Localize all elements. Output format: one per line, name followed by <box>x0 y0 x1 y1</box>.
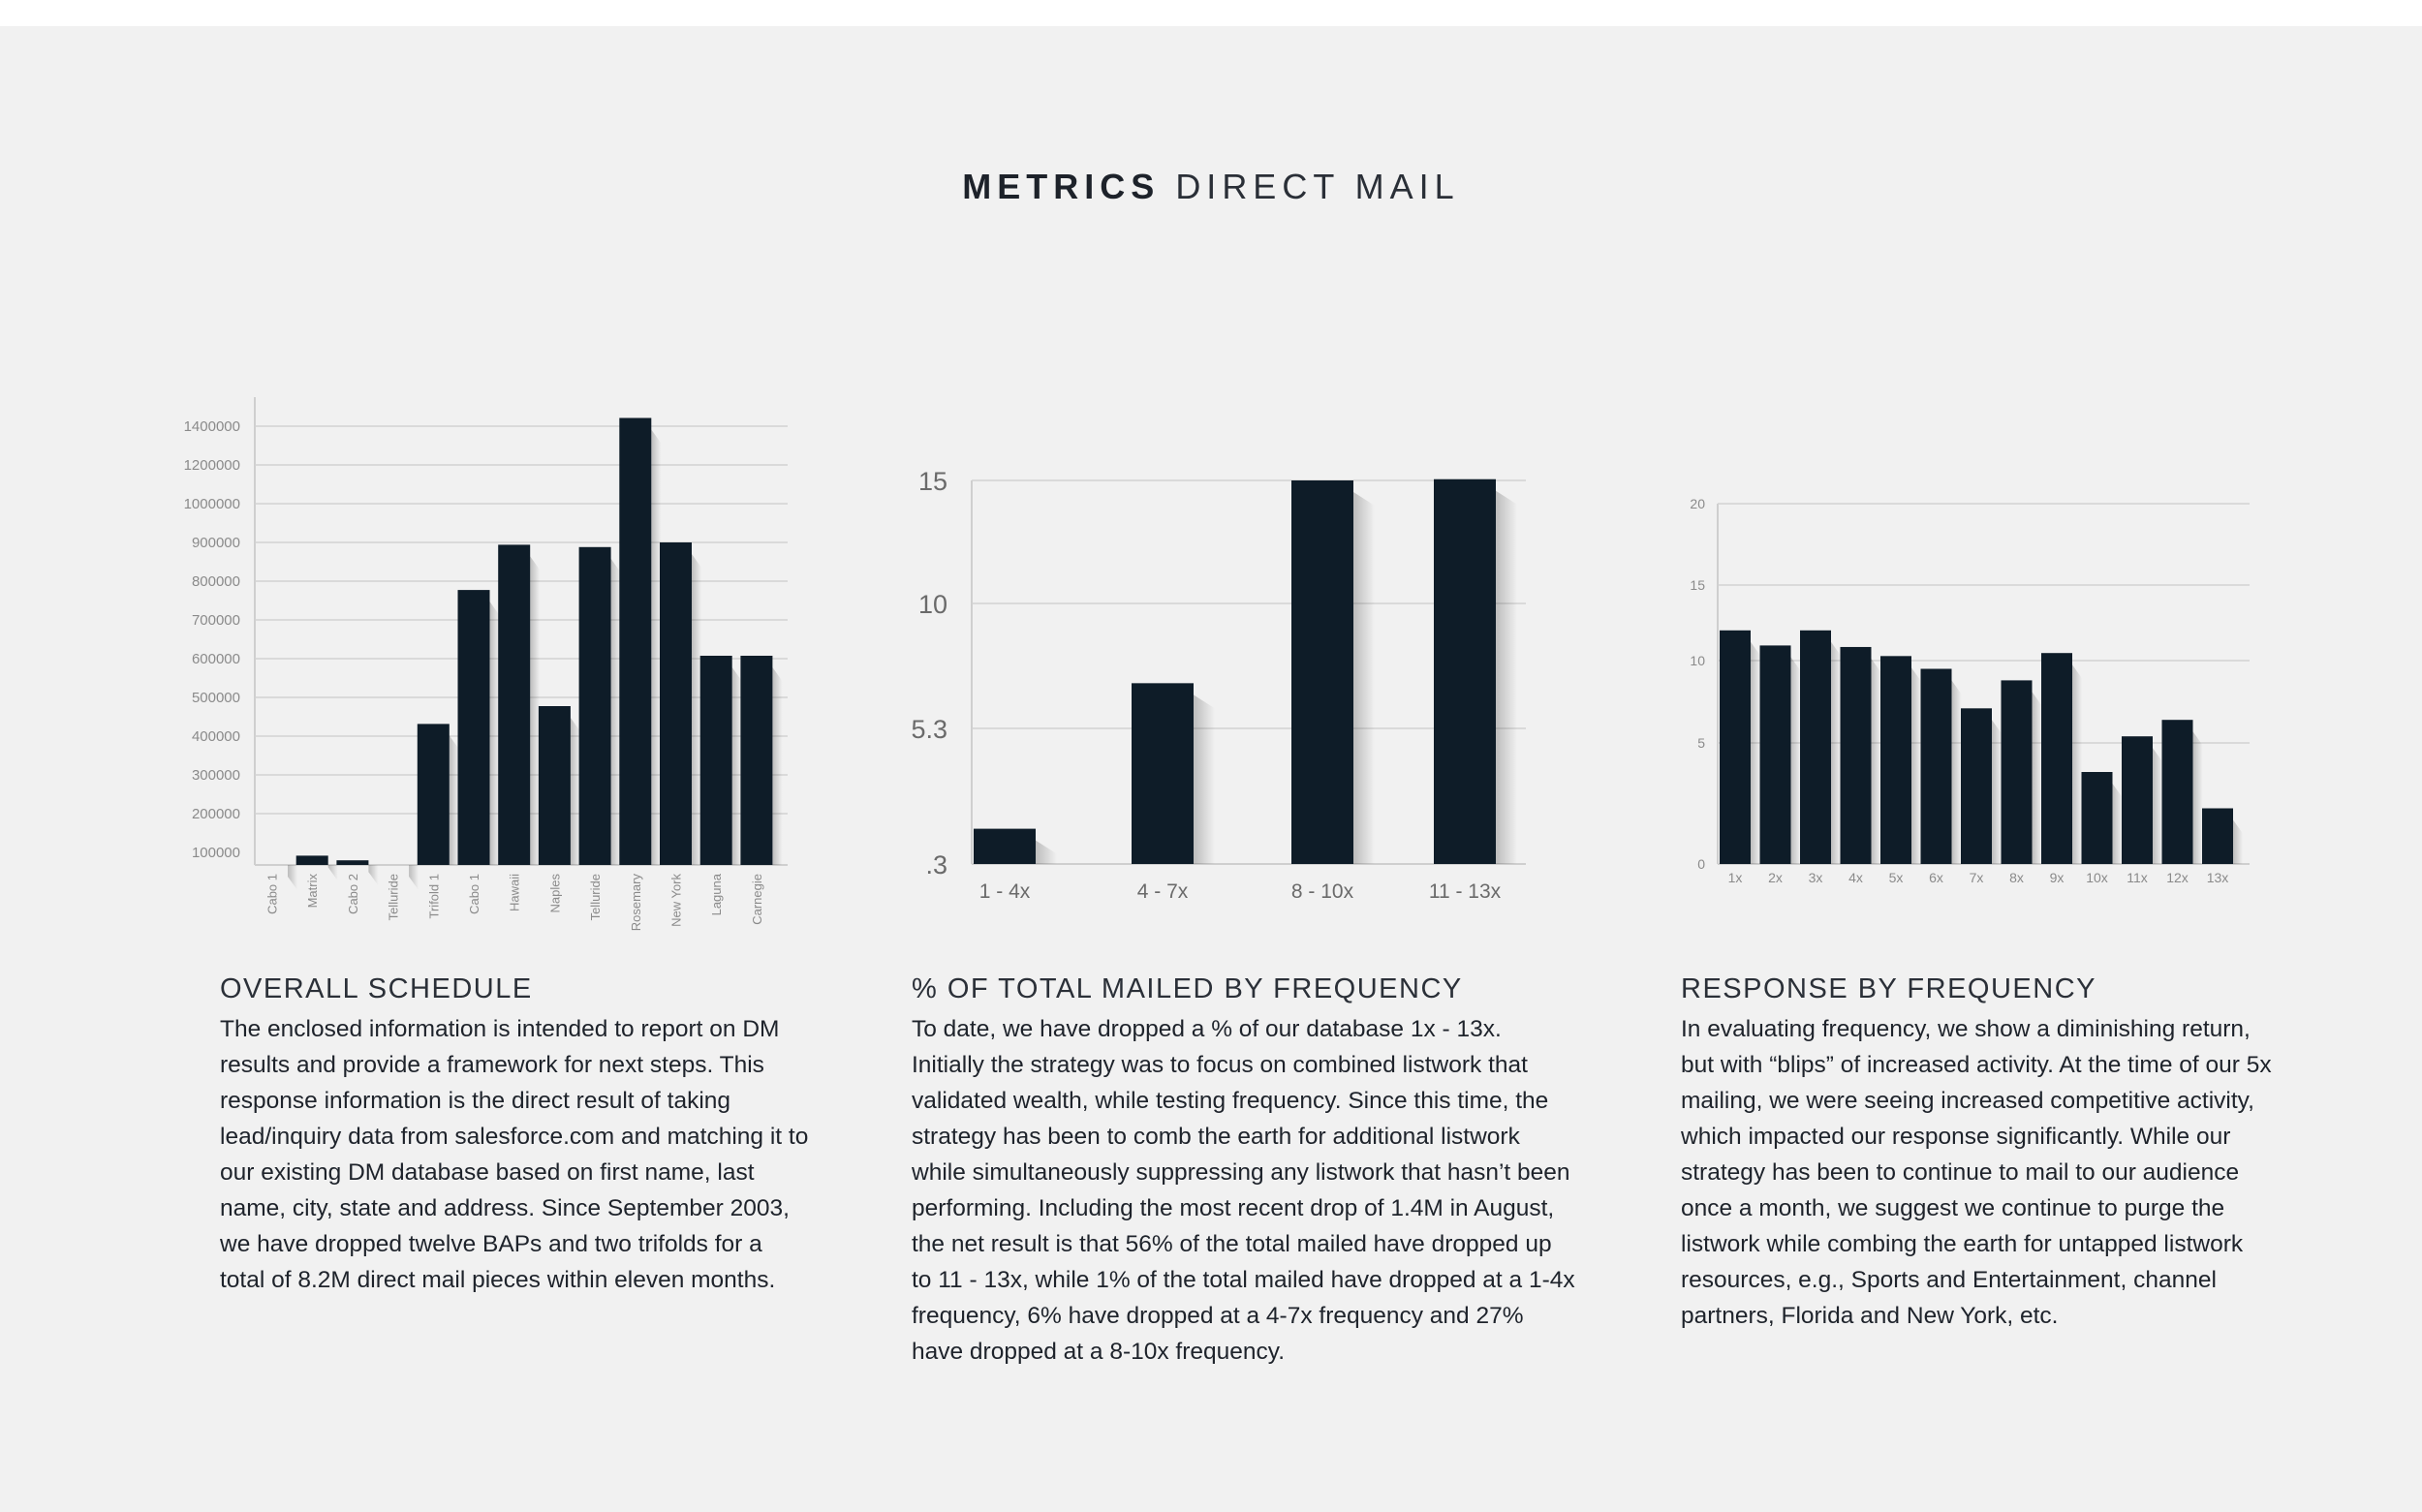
y-tick-label: 600000 <box>191 651 240 667</box>
bar <box>2002 680 2033 864</box>
bar-shadow <box>1194 694 1215 864</box>
bar-shadow <box>368 865 378 885</box>
x-tick-label: Cabo 1 <box>264 874 280 914</box>
bar <box>619 418 651 866</box>
y-tick-label: 900000 <box>191 535 240 551</box>
x-tick-label: Cabo 1 <box>467 874 481 914</box>
x-tick-label: Cabo 2 <box>345 874 360 914</box>
page-title-light: DIRECT MAIL <box>1175 167 1460 206</box>
response-by-frequency-section <box>1681 973 2272 1334</box>
section-heading: % OF TOTAL MAILED BY FREQUENCY <box>912 973 1463 1004</box>
bar-shadow <box>571 718 580 865</box>
bar <box>1720 631 1751 864</box>
section-body: To date, we have dropped a % of our database 1x - 13x. Initially the strategy was to focus on combined listwork that validated wealth, while testing frequency. Since this time, the strategy has been to comb the earth for additional listwork while simultaneously suppressing any listwork that hasn’t been performing. Including the most recent drop of 1.4M in August, the net result is that 56% of the total mailed have dropped up to 11 - 13x, while 1% of the total mailed have dropped at a 1-4x frequency, 6% have dropped at a 4-7x frequency and 27% have dropped at a 8-10x frequency. <box>912 1016 1575 1365</box>
total-mailed-by-frequency-chart <box>911 467 1526 903</box>
bar-shadow <box>1751 642 1760 864</box>
bar <box>1800 631 1831 864</box>
x-tick-label: 1 - 4x <box>978 880 1031 903</box>
bar-shadow <box>2153 748 2162 864</box>
x-tick-label: 7x <box>1969 870 1984 885</box>
bar <box>740 656 772 865</box>
y-tick-label: 15 <box>917 467 947 496</box>
bar <box>974 829 1036 864</box>
bar-shadow <box>1353 492 1375 864</box>
y-tick-label: 5 <box>1697 735 1705 751</box>
y-tick-label: 200000 <box>191 806 240 822</box>
bar <box>498 544 530 865</box>
x-tick-label: 12x <box>2166 870 2189 885</box>
y-tick-label: 5.3 <box>911 715 947 744</box>
x-tick-label: Telluride <box>386 874 401 921</box>
bar-shadow <box>1992 720 2002 864</box>
bar-shadow <box>692 554 701 865</box>
y-tick-label: 700000 <box>191 612 240 629</box>
x-tick-label: 2x <box>1768 870 1783 885</box>
y-tick-label: 300000 <box>191 767 240 784</box>
x-tick-label: 4 - 7x <box>1136 880 1189 903</box>
y-tick-label: 0 <box>1697 856 1705 872</box>
response-by-frequency-chart <box>1690 496 2250 885</box>
bar-shadow <box>450 735 459 865</box>
bar-shadow <box>1872 659 1881 864</box>
bar <box>2202 809 2233 865</box>
bar-shadow <box>530 556 540 865</box>
bar-shadow <box>1952 681 1962 865</box>
bar <box>1841 647 1872 864</box>
x-tick-label: 8 - 10x <box>1290 880 1354 903</box>
x-tick-label: 11 - 13x <box>1428 880 1502 903</box>
x-tick-label: Hawaii <box>507 874 522 912</box>
bar-shadow <box>1831 642 1841 864</box>
bar <box>2122 736 2153 864</box>
x-tick-label: New York <box>668 874 684 927</box>
x-tick-label: 9x <box>2049 870 2065 885</box>
bar-shadow <box>1496 491 1517 864</box>
y-tick-label: 15 <box>1690 577 1705 593</box>
bar <box>660 542 692 865</box>
bar <box>1434 479 1496 864</box>
bar-shadow <box>2233 820 2243 865</box>
bar <box>2082 772 2113 864</box>
bar-shadow <box>651 430 661 866</box>
y-tick-label: 800000 <box>191 573 240 590</box>
bar <box>296 855 328 865</box>
bar <box>458 590 490 865</box>
x-tick-label: Rosemary <box>628 874 643 932</box>
y-tick-label: 1000000 <box>183 496 240 512</box>
bar-shadow <box>1911 667 1921 864</box>
y-tick-label: .3 <box>925 850 947 879</box>
section-body: The enclosed information is intended to report on DM results and provide a framework for next steps. This response information is the direct result of taking lead/inquiry data from salesforce.com and matching it to our existing DM database based on first name, last name, city, state and address. Since September 2003, we have dropped twelve BAPs and two trifolds for a total of 8.2M direct mail pieces within eleven months. <box>220 1016 809 1293</box>
bar <box>2162 720 2193 864</box>
section-heading: OVERALL SCHEDULE <box>220 973 533 1004</box>
x-tick-label: 13x <box>2206 870 2229 885</box>
x-tick-label: Telluride <box>588 874 604 921</box>
x-tick-label: 4x <box>1848 870 1863 885</box>
section-body: In evaluating frequency, we show a diminishing return, but with “blips” of increased activity. At the time of our 5x mailing, we were seeing increased competitive activity, which impacted our response significantly. While our strategy has been to continue to mail to our audience once a month, we suggest we continue to purge the listwork while combing the earth for untapped listwork resources, e.g., Sports and Entertainment, channel partners, Florida and New York, etc. <box>1681 1016 2272 1329</box>
x-tick-label: 1x <box>1727 870 1743 885</box>
bar <box>1961 708 1992 864</box>
y-tick-label: 400000 <box>191 728 240 745</box>
bar-shadow <box>772 667 782 865</box>
bar <box>1921 669 1952 865</box>
x-tick-label: 10x <box>2086 870 2108 885</box>
x-tick-label: 8x <box>2009 870 2024 885</box>
bar <box>1291 480 1353 864</box>
bar-shadow <box>409 865 419 890</box>
overall-schedule-chart <box>184 397 788 931</box>
bar <box>336 860 368 865</box>
y-tick-label: 10 <box>1690 653 1705 668</box>
x-tick-label: Naples <box>547 874 563 913</box>
bar-shadow <box>611 559 621 865</box>
y-tick-label: 10 <box>917 590 947 619</box>
y-tick-label: 1200000 <box>183 457 240 474</box>
bar-shadow <box>2193 731 2203 864</box>
x-tick-label: Carnegie <box>749 874 764 925</box>
x-tick-label: Laguna <box>709 874 725 916</box>
bar-shadow <box>732 667 742 865</box>
x-tick-label: 3x <box>1808 870 1823 885</box>
overall-schedule-section <box>220 973 813 1298</box>
x-tick-label: 5x <box>1888 870 1904 885</box>
x-tick-label: Trifold 1 <box>426 874 442 919</box>
bar-shadow <box>2113 784 2123 864</box>
x-tick-label: Matrix <box>305 874 321 909</box>
y-tick-label: 500000 <box>191 690 240 706</box>
bar <box>2041 653 2072 864</box>
page-title-strong: METRICS <box>962 167 1161 206</box>
bar <box>418 724 450 865</box>
bar <box>700 656 732 865</box>
bar-shadow <box>490 602 500 865</box>
x-tick-label: 11x <box>2127 870 2148 885</box>
bar-shadow <box>288 865 297 890</box>
bar-shadow <box>1791 657 1801 864</box>
bar-shadow <box>2033 692 2042 864</box>
mailed-by-frequency-section <box>912 973 1576 1370</box>
bar <box>579 547 611 865</box>
section-heading: RESPONSE BY FREQUENCY <box>1681 973 2097 1004</box>
bar-shadow <box>1036 841 1057 864</box>
bar <box>1132 683 1194 864</box>
y-tick-label: 20 <box>1690 496 1705 511</box>
bar-shadow <box>2072 664 2082 864</box>
y-tick-label: 100000 <box>191 845 240 861</box>
bar <box>539 706 571 865</box>
y-tick-label: 1400000 <box>183 418 240 435</box>
x-tick-label: 6x <box>1929 870 1943 885</box>
bar-shadow <box>328 865 338 880</box>
bar <box>1760 645 1791 864</box>
bar <box>1880 656 1911 864</box>
